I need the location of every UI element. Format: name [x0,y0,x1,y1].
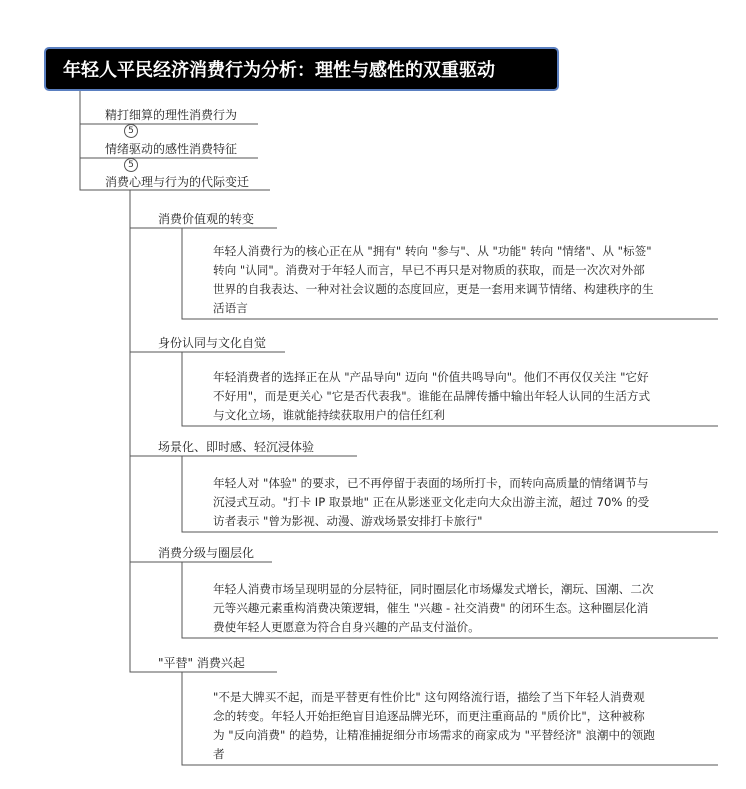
description-line: 年轻人对 "体验" 的要求，已不再停留于表面的场所打卡，而转向高质量的情绪调节与 [213,476,649,490]
subtopic-identity[interactable] [158,335,266,351]
branch-label: 情绪驱动的感性消费特征 [105,142,238,156]
description-line: 转向 "认同"。消费对于年轻人而言，早已不再只是对物质的获取，而是一次次对外部 [213,263,645,277]
subtopic-description [213,368,713,425]
description-line: 年轻人消费行为的核心正在从 "拥有" 转向 "参与"、从 "功能" 转向 "情绪"、从 "标签" [213,244,652,258]
description-line: 不好用"，而是更关心 "它是否代表我"。谁能在品牌传播中输出年轻人认同的生活方式 [213,389,651,403]
description-line: 念的转变。年轻人开始拒绝盲目追逐品牌光环，而更注重商品的 "质价比"，这种被称 [213,709,645,723]
branch-emotional-consumption[interactable] [105,141,237,157]
description-line: 年轻人消费市场呈现明显的分层特征，同时圈层化市场爆发式增长，潮玩、国潮、二次 [213,582,654,596]
subtopic-label: 消费分级与圈层化 [158,546,255,560]
subtopic-label: 消费价值观的转变 [158,212,255,226]
branch-label: 消费心理与行为的代际变迁 [105,175,250,189]
subtopic-experience[interactable] [158,439,314,455]
description-line: 世界的自我表达、一种对社会议题的态度回应，更是一套用来调节情绪、构建秩序的生 [213,282,654,296]
description-line: 费使年轻人更愿意为符合自身兴趣的产品支付溢价。 [213,620,480,634]
subtopic-dupe-consumption[interactable] [158,655,245,671]
subtopic-label: 身份认同与文化自觉 [158,336,267,350]
root-topic-label: 年轻人平民经济消费行为分析：理性与感性的双重驱动 [63,60,495,81]
subtopic-description [213,580,713,637]
branch-generational-shift[interactable] [105,174,249,190]
collapsed-count-badge[interactable]: 5 [124,124,138,138]
description-line: "不是大牌买不起，而是平替更有性价比" 这句网络流行语，描绘了当下年轻人消费观 [213,690,645,704]
subtopic-description [213,242,713,318]
branch-label: 精打细算的理性消费行为 [105,108,238,122]
subtopic-description [213,688,713,764]
description-line: 访者表示 "曾为影视、动漫、游戏场景安排打卡旅行" [213,514,483,528]
root-topic[interactable] [44,47,559,91]
subtopic-description [213,474,713,531]
description-line: 活语言 [213,301,248,315]
subtopic-label: 场景化、即时感、轻沉浸体验 [158,440,315,454]
subtopic-value-shift[interactable] [158,211,254,227]
description-line: 为 "反向消费" 的趋势，让精准捕捉细分市场需求的商家成为 "平替经济" 浪潮中的领跑 [213,728,655,742]
collapsed-count-badge[interactable]: 5 [124,158,138,172]
subtopic-label: "平替" 消费兴起 [158,656,245,670]
description-line: 与文化立场，谁就能持续获取用户的信任红利 [213,408,445,422]
description-line: 者 [213,747,225,761]
description-line: 年轻消费者的选择正在从 "产品导向" 迈向 "价值共鸣导向"。他们不再仅仅关注 "它好 [213,370,649,384]
subtopic-segmentation[interactable] [158,545,254,561]
description-line: 沉浸式互动。"打卡 IP 取景地" 正在从影迷亚文化走向大众出游主流，超过 70% 的受 [213,495,650,509]
description-line: 元等兴趣元素重构消费决策逻辑，催生 "兴趣 - 社交消费" 的闭环生态。这种圈层化消 [213,601,649,615]
branch-rational-consumption[interactable] [105,107,237,123]
